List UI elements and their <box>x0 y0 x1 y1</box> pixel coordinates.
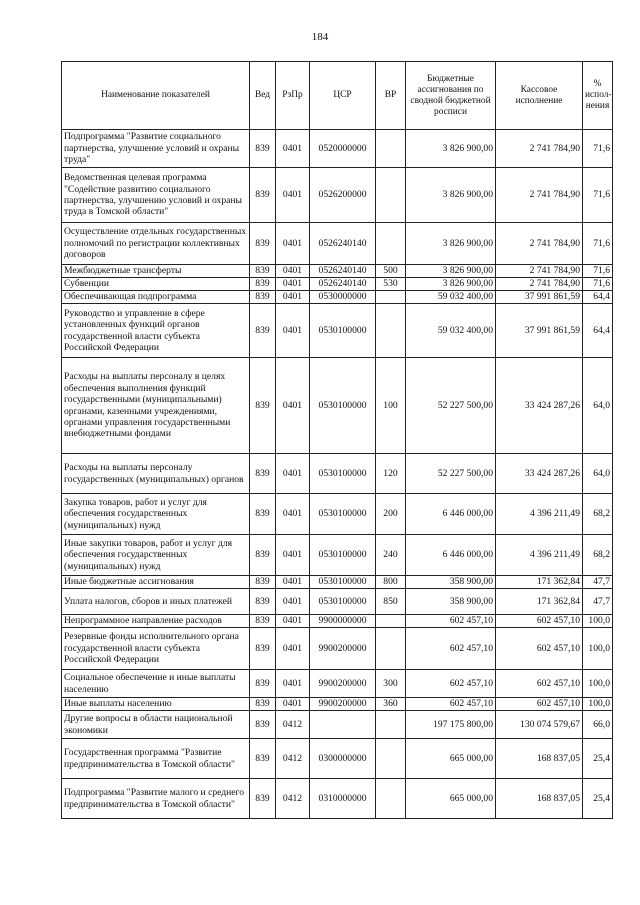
cell-budget: 3 826 900,00 <box>406 278 496 291</box>
table-row <box>62 454 613 494</box>
col-header-ved: Вед <box>250 62 276 130</box>
cell-csr: 0526240140 <box>310 265 376 278</box>
table-row <box>62 358 613 454</box>
cell-rzpr: 0412 <box>276 711 310 739</box>
cell-cash: 2 741 784,90 <box>496 130 583 168</box>
cell-rzpr: 0401 <box>276 454 310 494</box>
cell-csr: 0530100000 <box>310 358 376 454</box>
cell-cash: 2 741 784,90 <box>496 265 583 278</box>
cell-cash: 171 362,84 <box>496 576 583 589</box>
cell-vr <box>376 711 406 739</box>
cell-rzpr: 0401 <box>276 494 310 535</box>
table-row <box>62 615 613 628</box>
cell-name: Расходы на выплаты персоналу в целях обеспечения выполнения функций государственными (муниципальными) органами, казенными учреждениями, органами управления государственными внебюджетными фондами <box>62 358 250 454</box>
cell-percent: 100,0 <box>583 628 613 670</box>
cell-percent: 64,0 <box>583 454 613 494</box>
cell-csr: 9900000000 <box>310 615 376 628</box>
cell-budget: 3 826 900,00 <box>406 265 496 278</box>
cell-csr <box>310 711 376 739</box>
cell-cash: 602 457,10 <box>496 628 583 670</box>
table-row <box>62 698 613 711</box>
cell-ved: 839 <box>250 223 276 265</box>
cell-ved: 839 <box>250 711 276 739</box>
cell-vr <box>376 223 406 265</box>
cell-name: Руководство и управление в сфере установленных функций органов государственной власти субъекта Российской Федерации <box>62 304 250 358</box>
cell-csr: 9900200000 <box>310 698 376 711</box>
table-row <box>62 130 613 168</box>
cell-budget: 52 227 500,00 <box>406 454 496 494</box>
cell-vr: 530 <box>376 278 406 291</box>
cell-rzpr: 0401 <box>276 291 310 304</box>
table-row <box>62 304 613 358</box>
col-header-name: Наименование показателей <box>62 62 250 130</box>
col-header-csr: ЦСР <box>310 62 376 130</box>
table-row <box>62 278 613 291</box>
cell-rzpr: 0401 <box>276 130 310 168</box>
cell-vr: 850 <box>376 589 406 615</box>
cell-percent: 68,2 <box>583 535 613 576</box>
table-row <box>62 535 613 576</box>
cell-rzpr: 0401 <box>276 265 310 278</box>
cell-csr: 9900200000 <box>310 670 376 698</box>
col-header-budget: Бюджетные ассигнования по сводной бюджетной росписи <box>406 62 496 130</box>
cell-csr: 0526200000 <box>310 168 376 223</box>
cell-name: Межбюджетные трансферты <box>62 265 250 278</box>
cell-ved: 839 <box>250 615 276 628</box>
cell-percent: 64,4 <box>583 291 613 304</box>
cell-name: Государственная программа "Развитие предпринимательства в Томской области" <box>62 739 250 779</box>
cell-ved: 839 <box>250 628 276 670</box>
table-row <box>62 739 613 779</box>
cell-rzpr: 0401 <box>276 223 310 265</box>
cell-budget: 3 826 900,00 <box>406 223 496 265</box>
cell-rzpr: 0412 <box>276 739 310 779</box>
cell-cash: 171 362,84 <box>496 589 583 615</box>
cell-vr: 100 <box>376 358 406 454</box>
cell-name: Обеспечивающая подпрограмма <box>62 291 250 304</box>
cell-rzpr: 0401 <box>276 358 310 454</box>
cell-cash: 4 396 211,49 <box>496 535 583 576</box>
cell-percent: 71,6 <box>583 168 613 223</box>
cell-name: Другие вопросы в области национальной экономики <box>62 711 250 739</box>
cell-csr: 0530100000 <box>310 589 376 615</box>
cell-rzpr: 0401 <box>276 698 310 711</box>
cell-name: Иные выплаты населению <box>62 698 250 711</box>
cell-rzpr: 0401 <box>276 278 310 291</box>
cell-budget: 665 000,00 <box>406 739 496 779</box>
cell-percent: 47,7 <box>583 576 613 589</box>
cell-percent: 64,0 <box>583 358 613 454</box>
cell-cash: 37 991 861,59 <box>496 291 583 304</box>
cell-cash: 37 991 861,59 <box>496 304 583 358</box>
cell-name: Осуществление отдельных государственных полномочий по регистрации коллективных договоров <box>62 223 250 265</box>
cell-vr: 240 <box>376 535 406 576</box>
cell-ved: 839 <box>250 454 276 494</box>
table-row <box>62 589 613 615</box>
cell-name: Иные бюджетные ассигнования <box>62 576 250 589</box>
cell-name: Резервные фонды исполнительного органа государственной власти субъекта Российской Федерации <box>62 628 250 670</box>
cell-budget: 6 446 000,00 <box>406 494 496 535</box>
cell-vr: 500 <box>376 265 406 278</box>
cell-name: Субвенции <box>62 278 250 291</box>
cell-csr: 0530100000 <box>310 576 376 589</box>
cell-vr <box>376 304 406 358</box>
cell-ved: 839 <box>250 779 276 819</box>
cell-budget: 59 032 400,00 <box>406 291 496 304</box>
cell-ved: 839 <box>250 265 276 278</box>
cell-vr: 800 <box>376 576 406 589</box>
cell-rzpr: 0401 <box>276 576 310 589</box>
cell-csr: 0530100000 <box>310 454 376 494</box>
cell-percent: 71,6 <box>583 265 613 278</box>
cell-vr <box>376 291 406 304</box>
cell-ved: 839 <box>250 535 276 576</box>
table-row <box>62 711 613 739</box>
cell-csr: 0300000000 <box>310 739 376 779</box>
cell-cash: 602 457,10 <box>496 698 583 711</box>
cell-percent: 100,0 <box>583 615 613 628</box>
cell-ved: 839 <box>250 576 276 589</box>
cell-cash: 4 396 211,49 <box>496 494 583 535</box>
cell-name: Социальное обеспечение и иные выплаты населению <box>62 670 250 698</box>
col-header-rzpr: РзПр <box>276 62 310 130</box>
cell-percent: 71,6 <box>583 278 613 291</box>
cell-budget: 358 900,00 <box>406 589 496 615</box>
cell-csr: 0526240140 <box>310 223 376 265</box>
cell-ved: 839 <box>250 698 276 711</box>
cell-budget: 197 175 800,00 <box>406 711 496 739</box>
cell-name: Уплата налогов, сборов и иных платежей <box>62 589 250 615</box>
cell-rzpr: 0401 <box>276 168 310 223</box>
cell-percent: 25,4 <box>583 779 613 819</box>
page-number: 184 <box>311 31 329 43</box>
cell-budget: 602 457,10 <box>406 670 496 698</box>
table-row <box>62 628 613 670</box>
cell-cash: 168 837,05 <box>496 739 583 779</box>
cell-csr: 0530100000 <box>310 535 376 576</box>
cell-name: Закупка товаров, работ и услуг для обеспечения государственных (муниципальных) нужд <box>62 494 250 535</box>
cell-cash: 33 424 287,26 <box>496 454 583 494</box>
cell-percent: 25,4 <box>583 739 613 779</box>
cell-ved: 839 <box>250 589 276 615</box>
cell-percent: 68,2 <box>583 494 613 535</box>
cell-name: Подпрограмма "Развитие малого и среднего предпринимательства в Томской области" <box>62 779 250 819</box>
col-header-percent: % испол-нения <box>583 62 613 130</box>
cell-csr: 0526240140 <box>310 278 376 291</box>
cell-cash: 168 837,05 <box>496 779 583 819</box>
table-row <box>62 223 613 265</box>
cell-budget: 6 446 000,00 <box>406 535 496 576</box>
cell-cash: 130 074 579,67 <box>496 711 583 739</box>
table-row <box>62 494 613 535</box>
cell-name: Непрограммное направление расходов <box>62 615 250 628</box>
table-row <box>62 291 613 304</box>
cell-vr <box>376 779 406 819</box>
cell-csr: 0530000000 <box>310 291 376 304</box>
cell-cash: 602 457,10 <box>496 615 583 628</box>
cell-vr: 300 <box>376 670 406 698</box>
cell-budget: 602 457,10 <box>406 615 496 628</box>
cell-budget: 3 826 900,00 <box>406 130 496 168</box>
cell-budget: 665 000,00 <box>406 779 496 819</box>
cell-csr: 9900200000 <box>310 628 376 670</box>
cell-ved: 839 <box>250 670 276 698</box>
cell-rzpr: 0401 <box>276 615 310 628</box>
table-header-row <box>62 62 613 130</box>
cell-rzpr: 0401 <box>276 670 310 698</box>
cell-vr <box>376 739 406 779</box>
cell-vr: 360 <box>376 698 406 711</box>
budget-execution-table <box>61 61 613 819</box>
cell-budget: 3 826 900,00 <box>406 168 496 223</box>
cell-vr <box>376 628 406 670</box>
cell-name: Ведомственная целевая программа "Содействие развитию социального партнерства, улучшению условий и охраны труда в Томской области" <box>62 168 250 223</box>
cell-vr <box>376 168 406 223</box>
cell-ved: 839 <box>250 130 276 168</box>
cell-percent: 47,7 <box>583 589 613 615</box>
table-row <box>62 779 613 819</box>
cell-csr: 0520000000 <box>310 130 376 168</box>
cell-ved: 839 <box>250 304 276 358</box>
cell-csr: 0530100000 <box>310 494 376 535</box>
cell-budget: 602 457,10 <box>406 628 496 670</box>
cell-budget: 59 032 400,00 <box>406 304 496 358</box>
cell-budget: 52 227 500,00 <box>406 358 496 454</box>
cell-percent: 100,0 <box>583 698 613 711</box>
cell-ved: 839 <box>250 278 276 291</box>
cell-percent: 64,4 <box>583 304 613 358</box>
cell-percent: 71,6 <box>583 223 613 265</box>
table-row <box>62 265 613 278</box>
cell-ved: 839 <box>250 168 276 223</box>
cell-percent: 66,0 <box>583 711 613 739</box>
cell-vr <box>376 130 406 168</box>
cell-cash: 2 741 784,90 <box>496 223 583 265</box>
cell-csr: 0310000000 <box>310 779 376 819</box>
cell-rzpr: 0401 <box>276 535 310 576</box>
cell-ved: 839 <box>250 291 276 304</box>
col-header-cash: Кассовое исполнение <box>496 62 583 130</box>
cell-cash: 2 741 784,90 <box>496 168 583 223</box>
cell-cash: 33 424 287,26 <box>496 358 583 454</box>
cell-rzpr: 0401 <box>276 589 310 615</box>
cell-budget: 358 900,00 <box>406 576 496 589</box>
cell-vr: 120 <box>376 454 406 494</box>
cell-vr: 200 <box>376 494 406 535</box>
cell-rzpr: 0401 <box>276 304 310 358</box>
cell-ved: 839 <box>250 494 276 535</box>
cell-percent: 71,6 <box>583 130 613 168</box>
col-header-vr: ВР <box>376 62 406 130</box>
cell-cash: 602 457,10 <box>496 670 583 698</box>
cell-cash: 2 741 784,90 <box>496 278 583 291</box>
table-row <box>62 168 613 223</box>
cell-ved: 839 <box>250 739 276 779</box>
cell-percent: 100,0 <box>583 670 613 698</box>
cell-vr <box>376 615 406 628</box>
cell-rzpr: 0412 <box>276 779 310 819</box>
cell-ved: 839 <box>250 358 276 454</box>
cell-name: Подпрограмма "Развитие социального партнерства, улучшение условий и охраны труда" <box>62 130 250 168</box>
cell-rzpr: 0401 <box>276 628 310 670</box>
cell-name: Иные закупки товаров, работ и услуг для обеспечения государственных (муниципальных) нужд <box>62 535 250 576</box>
cell-csr: 0530100000 <box>310 304 376 358</box>
cell-name: Расходы на выплаты персоналу государственных (муниципальных) органов <box>62 454 250 494</box>
table-row <box>62 670 613 698</box>
cell-budget: 602 457,10 <box>406 698 496 711</box>
table-row <box>62 576 613 589</box>
